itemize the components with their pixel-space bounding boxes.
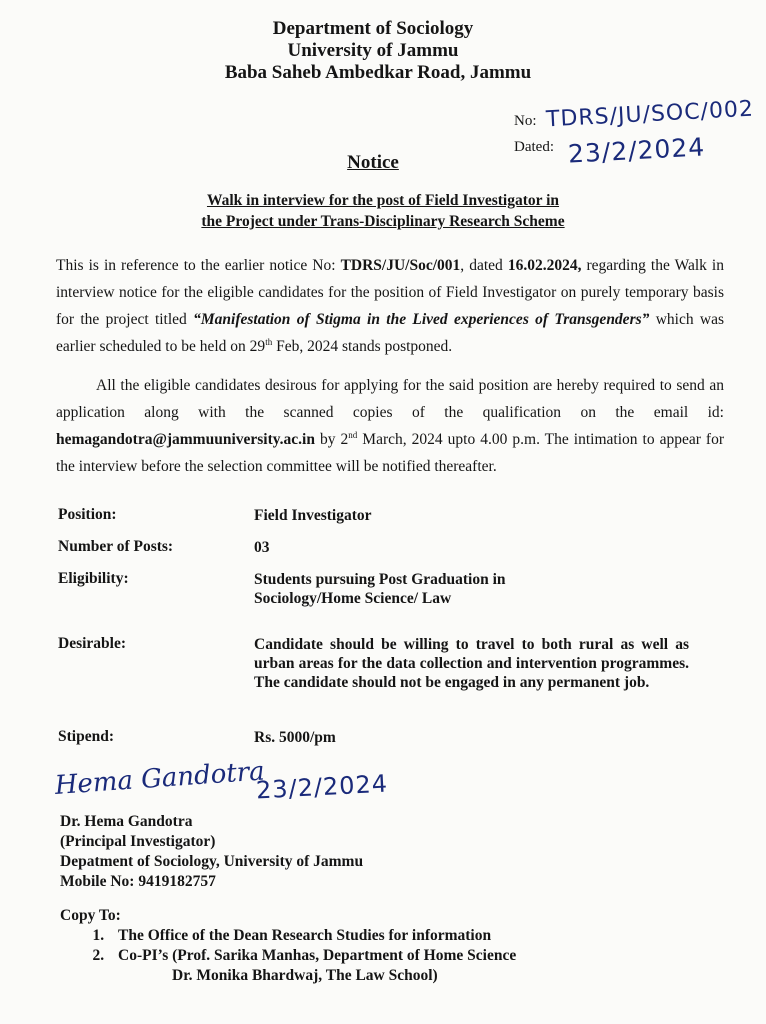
field-value: Field Investigator [254, 507, 372, 524]
earlier-notice-date: 16.02.2024, [507, 257, 582, 274]
text: which was earlier scheduled to be held on 29 [56, 311, 724, 355]
field-label: Stipend: [58, 728, 114, 745]
field-value-line: Students pursuing Post Graduation in [254, 571, 506, 588]
signatory-mobile: Mobile No: 9419182757 [60, 873, 216, 890]
field-desirable [58, 635, 726, 728]
ref-no-handwritten: TDRS/JU/SOC/002 [545, 96, 755, 133]
copy-to-item: 2. Co-PI’s (Prof. Sarika Manhas, Department of Home Science [108, 946, 516, 966]
ref-no-label: No: [514, 113, 537, 129]
copy-to-item-continuation: Dr. Monika Bhardwaj, The Law School) [172, 967, 438, 984]
paragraph-reference [56, 252, 724, 360]
field-number-of-posts [58, 538, 726, 570]
copy-to-label: Copy To: [60, 907, 121, 924]
address: Baba Saheb Ambedkar Road, Jammu [224, 62, 532, 83]
field-stipend [58, 728, 726, 747]
ref-dated-label: Dated: [514, 139, 554, 155]
project-title: “Manifestation of Stigma in the Lived experiences of Transgenders” [193, 311, 650, 328]
notice-title: Notice [347, 152, 399, 173]
handwritten-signature: Hema Gandotra [53, 756, 266, 802]
field-label: Eligibility: [58, 570, 129, 587]
copy-to-item: 1. The Office of the Dean Research Studies for information [108, 926, 516, 946]
earlier-notice-number: TDRS/JU/Soc/001 [340, 257, 461, 274]
field-value: Candidate should be willing to travel to both rural as well as urban areas for the data collection and intervention programmes. The candidate should not be engaged in any permanent job. [254, 636, 689, 691]
field-value: 03 [254, 539, 270, 556]
letterhead [0, 18, 766, 84]
signatory-name: Dr. Hema Gandotra [60, 813, 193, 830]
field-value [254, 570, 689, 635]
field-label: Desirable: [58, 635, 127, 652]
text: Feb, 2024 stands postponed. [272, 338, 453, 355]
field-label: Number of Posts: [58, 538, 174, 555]
ordinal-suffix: nd [348, 429, 358, 440]
subject-line-1: Walk in interview for the post of Field Investigator in [206, 192, 560, 209]
signature-date-handwritten: 23/2/2024 [255, 769, 389, 805]
notice-subject [0, 190, 766, 232]
field-value-line: Sociology/Home Science/ Law [254, 590, 452, 607]
text: , dated [460, 257, 508, 274]
text: March, 2024 upto 4.00 p.m. The intimation to appear for the interview before the selection committee will be notified thereafter. [56, 431, 724, 475]
ref-date-handwritten: 23/2/2024 [567, 132, 706, 169]
text: by 2 [314, 431, 349, 448]
subject-line-2: the Project under Trans-Disciplinary Research Scheme [201, 213, 565, 230]
text: All the eligible candidates desirous for applying for the said position are hereby required to send an application along with the scanned copies of the qualification on the email id: [56, 377, 724, 421]
field-eligibility [58, 570, 726, 635]
signatory-role: (Principal Investigator) [60, 833, 216, 850]
field-position [58, 506, 726, 538]
text: regarding the Walk in interview notice for the eligible candidates for the position of Field Investigator on purely temporary basis for the project titled [56, 257, 724, 328]
signatory-department: Depatment of Sociology, University of Jammu [60, 853, 364, 870]
field-value: Rs. 5000/pm [254, 729, 336, 746]
position-details [58, 506, 726, 747]
signatory-block [60, 812, 363, 892]
copy-to-list [60, 926, 516, 966]
copy-to-block [60, 906, 516, 986]
ordinal-suffix: th [265, 336, 273, 347]
field-label: Position: [58, 506, 117, 523]
university-name: University of Jammu [287, 40, 459, 61]
department-name: Department of Sociology [272, 18, 474, 39]
email-address[interactable]: hemagandotra@jammuuniversity.ac.in [56, 431, 315, 448]
text: This is in reference to the earlier notice No: [56, 257, 341, 274]
paragraph-application [56, 372, 724, 480]
